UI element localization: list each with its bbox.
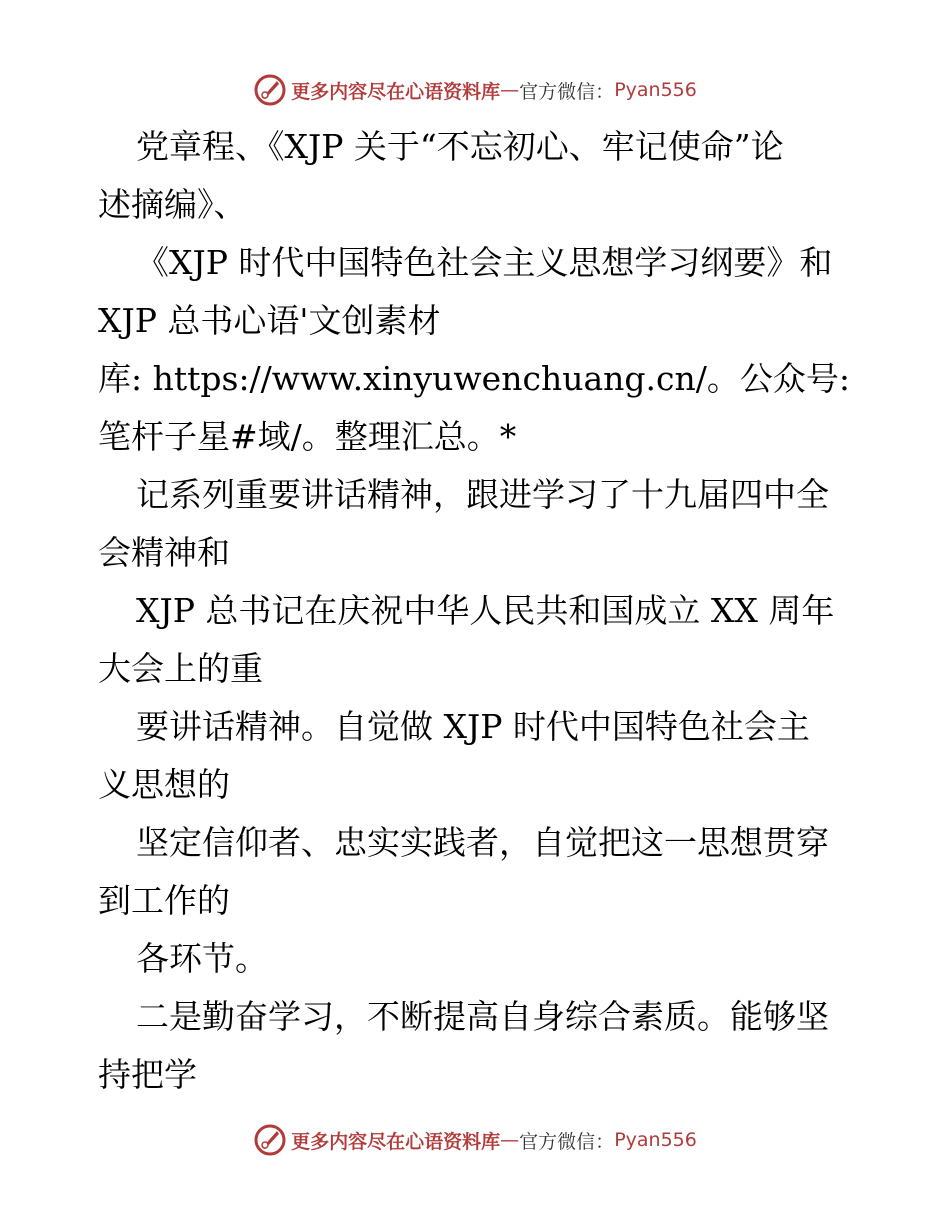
- text-line: 大会上的重: [98, 649, 263, 688]
- feather-logo-icon: [253, 73, 287, 107]
- watermark-dash: —: [500, 79, 520, 101]
- feather-logo-icon: [253, 1123, 287, 1157]
- watermark-account: Pyan556: [614, 79, 697, 101]
- footer-watermark: [0, 1120, 950, 1160]
- watermark-dash: —: [500, 1129, 520, 1151]
- text-line: XJP 总书记在庆祝中华人民共和国成立 XX 周年: [136, 591, 835, 630]
- watermark-site-name: 更多内容尽在心语资料库: [291, 1130, 501, 1153]
- watermark-account: Pyan556: [614, 1129, 697, 1151]
- text-line: 《XJP 时代中国特色社会主义思想学习纲要》和: [136, 243, 833, 282]
- text-line: 义思想的: [98, 765, 230, 804]
- watermark-label: 官方微信：: [519, 80, 615, 103]
- text-line: 各环节。: [136, 939, 268, 978]
- text-line: XJP 总书心语'文创素材: [98, 301, 441, 340]
- text-line: 述摘编》、: [98, 185, 247, 224]
- text-line: 会精神和: [98, 533, 230, 572]
- text-line: 持把学: [98, 1055, 197, 1094]
- text-line: 党章程、《XJP 关于“不忘初心、牢记使命”论: [136, 127, 784, 166]
- header-watermark: [0, 70, 950, 110]
- text-line: 到工作的: [98, 881, 230, 920]
- document-body: [98, 118, 858, 1104]
- watermark-site-name: 更多内容尽在心语资料库: [291, 80, 501, 103]
- text-line: 坚定信仰者、忠实实践者，自觉把这一思想贯穿: [136, 823, 829, 862]
- watermark-label: 官方微信：: [519, 1130, 615, 1153]
- text-line: 要讲话精神。自觉做 XJP 时代中国特色社会主: [136, 707, 810, 746]
- text-line: 库: https://www.xinyuwenchuang.cn/。公众号:: [98, 359, 850, 398]
- text-line: 记系列重要讲话精神，跟进学习了十九届四中全: [136, 475, 829, 514]
- text-line: 二是勤奋学习，不断提高自身综合素质。能够坚: [136, 997, 829, 1036]
- text-line: 笔杆子星#域/。整理汇总。*: [98, 417, 517, 456]
